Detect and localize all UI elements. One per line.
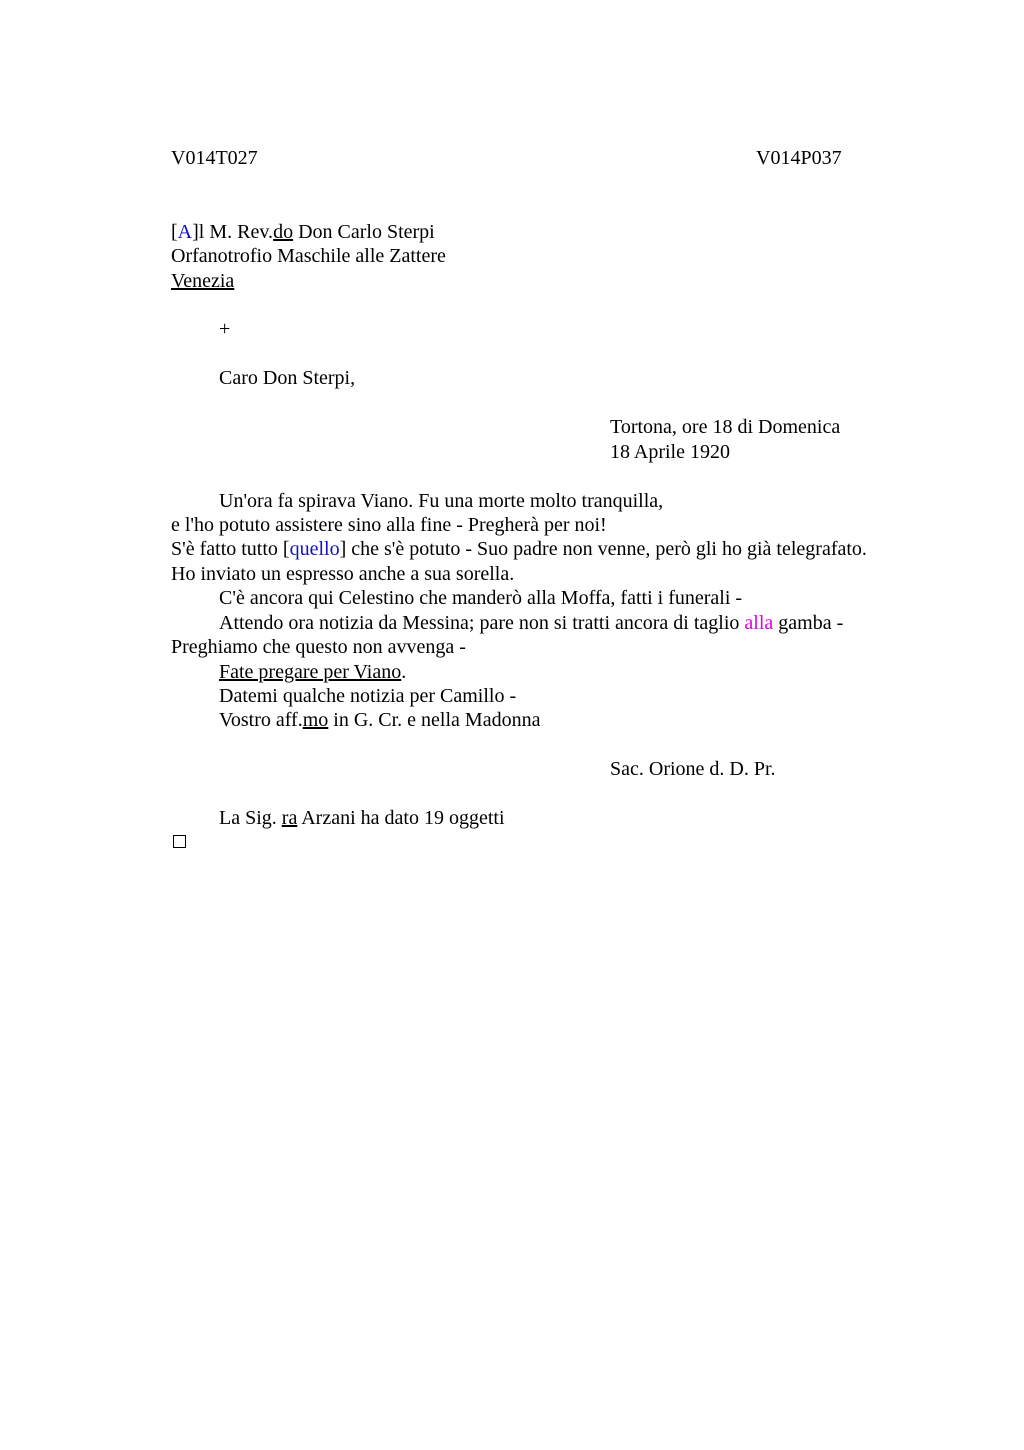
body-line-7: Preghiamo che questo non avvenga - (171, 636, 466, 658)
document-code-left: V014T027 (171, 147, 258, 169)
postscript-a: La Sig. (219, 807, 282, 829)
body-line-8 (219, 660, 406, 684)
address-abbrev: do (273, 221, 294, 243)
cross-symbol: + (219, 318, 231, 340)
postscript-b: Arzani ha dato 19 oggetti (297, 807, 505, 829)
bracket-close: ] (192, 221, 199, 243)
signature: Sac. Orione d. D. Pr. (610, 758, 776, 780)
underlined-phrase: Fate pregare per Viano (219, 661, 402, 683)
salutation: Caro Don Sterpi, (219, 367, 356, 389)
body-line-8-end: . (401, 661, 407, 683)
body-line-1: Un'ora fa spirava Viano. Fu una morte molto tranquilla, (219, 490, 664, 512)
date-line-1: Tortona, ore 18 di Domenica (610, 416, 841, 438)
document-code-right: V014P037 (756, 147, 842, 169)
address-line-1 (171, 220, 435, 244)
address-text-b: Don Carlo Sterpi (293, 221, 435, 243)
body-line-3-a: S'è fatto tutto [ (171, 538, 290, 560)
body-line-2: e l'ho potuto assistere sino alla fine - Pregherà per noi! (171, 514, 607, 536)
body-line-3-b: ] che s'è potuto - Suo padre non venne, però gli ho già telegrafato. (339, 538, 867, 560)
closing-abbrev: mo (302, 709, 329, 731)
bracket-open: [ (171, 221, 178, 243)
date-line-2: 18 Aprile 1920 (610, 441, 730, 463)
closing-line (219, 708, 540, 732)
address-text-a: l M. Rev. (198, 221, 274, 243)
postscript (219, 806, 505, 830)
body-line-3 (171, 537, 867, 561)
postscript-abbrev: ra (281, 807, 298, 829)
end-marker-box (173, 835, 186, 848)
body-line-5: C'è ancora qui Celestino che manderò alla Moffa, fatti i funerali - (219, 587, 743, 609)
closing-b: in G. Cr. e nella Madonna (328, 709, 541, 731)
closing-a: Vostro aff. (219, 709, 303, 731)
body-line-6-a: Attendo ora notizia da Messina; pare non si tratti ancora di taglio (219, 612, 745, 634)
restored-word: quello (289, 538, 340, 560)
highlighted-word: alla (744, 612, 774, 634)
body-line-9: Datemi qualche notizia per Camillo - (219, 685, 517, 707)
body-line-6 (219, 611, 843, 635)
body-line-4: Ho inviato un espresso anche a sua sorella. (171, 563, 515, 585)
restored-letter: A (177, 221, 193, 243)
body-line-6-b: gamba - (773, 612, 844, 634)
address-line-2: Orfanotrofio Maschile alle Zattere (171, 245, 446, 267)
address-city: Venezia (171, 270, 235, 292)
